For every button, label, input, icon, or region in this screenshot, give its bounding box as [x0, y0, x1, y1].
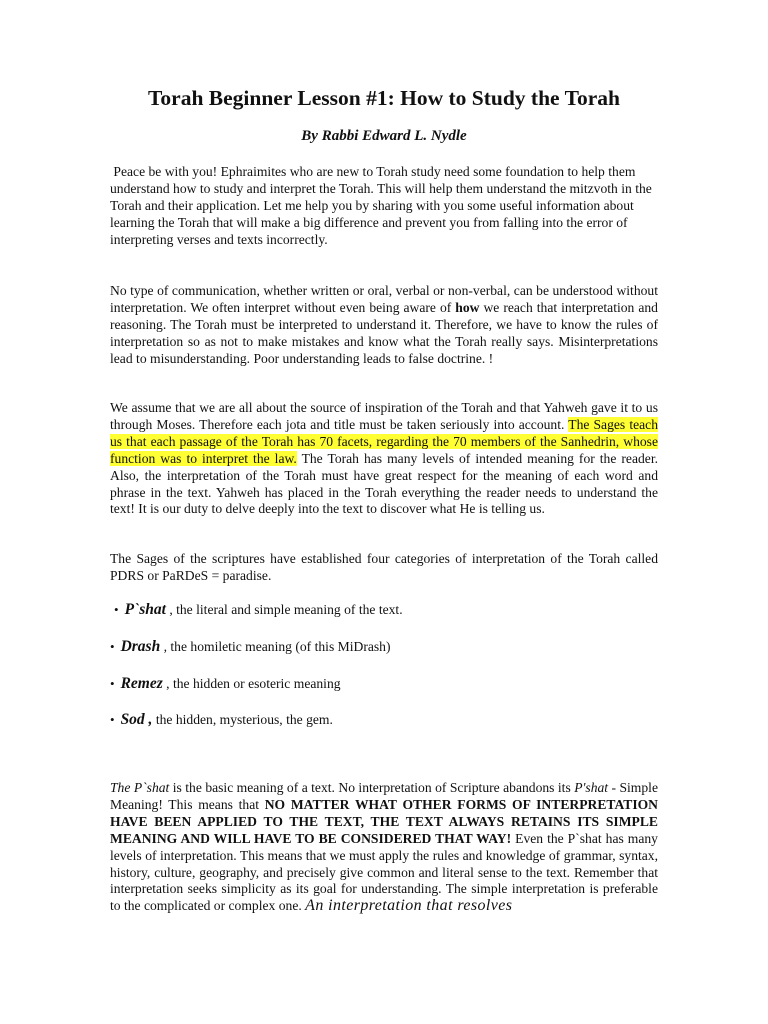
- document-author: By Rabbi Edward L. Nydle: [301, 128, 467, 144]
- category-desc: , the homiletic meaning (of this MiDrash): [163, 639, 391, 654]
- category-term: Drash: [120, 638, 161, 655]
- category-desc: , the hidden or esoteric meaning: [166, 676, 341, 691]
- bullet-dot: •: [110, 639, 115, 654]
- category-item: [110, 638, 670, 656]
- p2-text-a: No type of communication, whether written or oral, verbal or non-verbal, can be understood without interpretation. We often interpret without even being aware of: [110, 283, 658, 315]
- p5-text-c: Even the P`shat has many levels of interpretation. This means that we must apply the rules and knowledge of grammar, syntax, history, culture, geography, and precisely give common and literal sense to the text. Remember that interpretation seeks simplicity as its goal for understanding. The simple interpretation is preferable to the complicated or complex one.: [110, 830, 658, 914]
- p5-italic-pshat-2: P'shat: [574, 780, 609, 795]
- category-term: P`shat: [124, 601, 166, 618]
- p5-text-b: - Simple Meaning! This means that: [110, 780, 658, 812]
- bullet-dot: •: [114, 602, 119, 617]
- highlighted-text: The Sages teach us that each passage of the Torah has 70 facets, regarding the 70 members of the Sanhedrin, whose function was to interpret the law.: [110, 416, 658, 466]
- p5-text-a: is the basic meaning of a text. No interpretation of Scripture abandons its: [172, 780, 571, 795]
- p5-caps-text: NO MATTER WHAT OTHER FORMS OF INTERPRETATION HAVE BEEN APPLIED TO THE TEXT, THE TEXT ALWAYS RETAINS ITS SIMPLE MEANING AND WILL HAVE TO BE CONSIDERED THAT WAY!: [110, 796, 659, 846]
- paragraph-intro-text: Peace be with you! Ephraimites who are new to Torah study need some foundation to help them understand how to study and interpret the Torah. This will help them understand the mitzvoth in the Torah and their application. Let me help you by sharing with you some useful information about learning the Torah that will make a big difference and prevent you from falling into the error of interpreting verses and texts incorrectly.: [110, 164, 652, 247]
- document-title: Torah Beginner Lesson #1: How to Study the Torah: [148, 86, 620, 110]
- p3-text-a: We assume that we are all about the source of inspiration of the Torah and that Yahweh gave it to us through Moses. Therefore each jota and title must be taken seriously into account.: [110, 400, 658, 432]
- paragraph-pshat: [110, 780, 658, 915]
- category-desc: , the literal and simple meaning of the text.: [169, 602, 403, 617]
- category-desc: the hidden, mysterious, the gem.: [155, 712, 333, 727]
- p5-italic-pshat: The P`shat: [110, 780, 170, 795]
- category-item: [110, 675, 670, 693]
- p3-text-b: The Torah has many levels of intended meaning for the reader. Also, the interpretation of the Torah must have great respect for the meaning of each word and phrase in the text. Yahweh has placed in the Torah everything the reader needs to understand the text! It is our duty to delve deeply into the text to discover what He is telling us.: [110, 450, 658, 517]
- paragraph-interpretation: [110, 283, 658, 368]
- bullet-dot: •: [110, 676, 115, 691]
- paragraph-intro: [110, 164, 658, 249]
- p2-text-b: we reach that interpretation and reasoning. The Torah must be interpreted to understand it. Therefore, we have to know the rules of interpretation so as not to make mistakes and know what the Torah really says. Misinterpretations lead to misunderstanding. Poor understanding leads to false doctrine. !: [110, 299, 658, 366]
- paragraph-inspiration: [110, 400, 658, 518]
- bullet-dot: •: [110, 712, 115, 727]
- paragraph-categories-intro: The Sages of the scriptures have established four categories of interpretation of the Torah called PDRS or PaRDeS = paradise.: [110, 551, 658, 583]
- category-item: [114, 601, 674, 619]
- category-item: [110, 711, 670, 729]
- p2-bold-how: how: [455, 299, 480, 315]
- category-term: Sod ,: [120, 711, 153, 728]
- category-term: Remez: [120, 675, 163, 692]
- p5-italic-trailing: An interpretation that resolves: [305, 897, 513, 915]
